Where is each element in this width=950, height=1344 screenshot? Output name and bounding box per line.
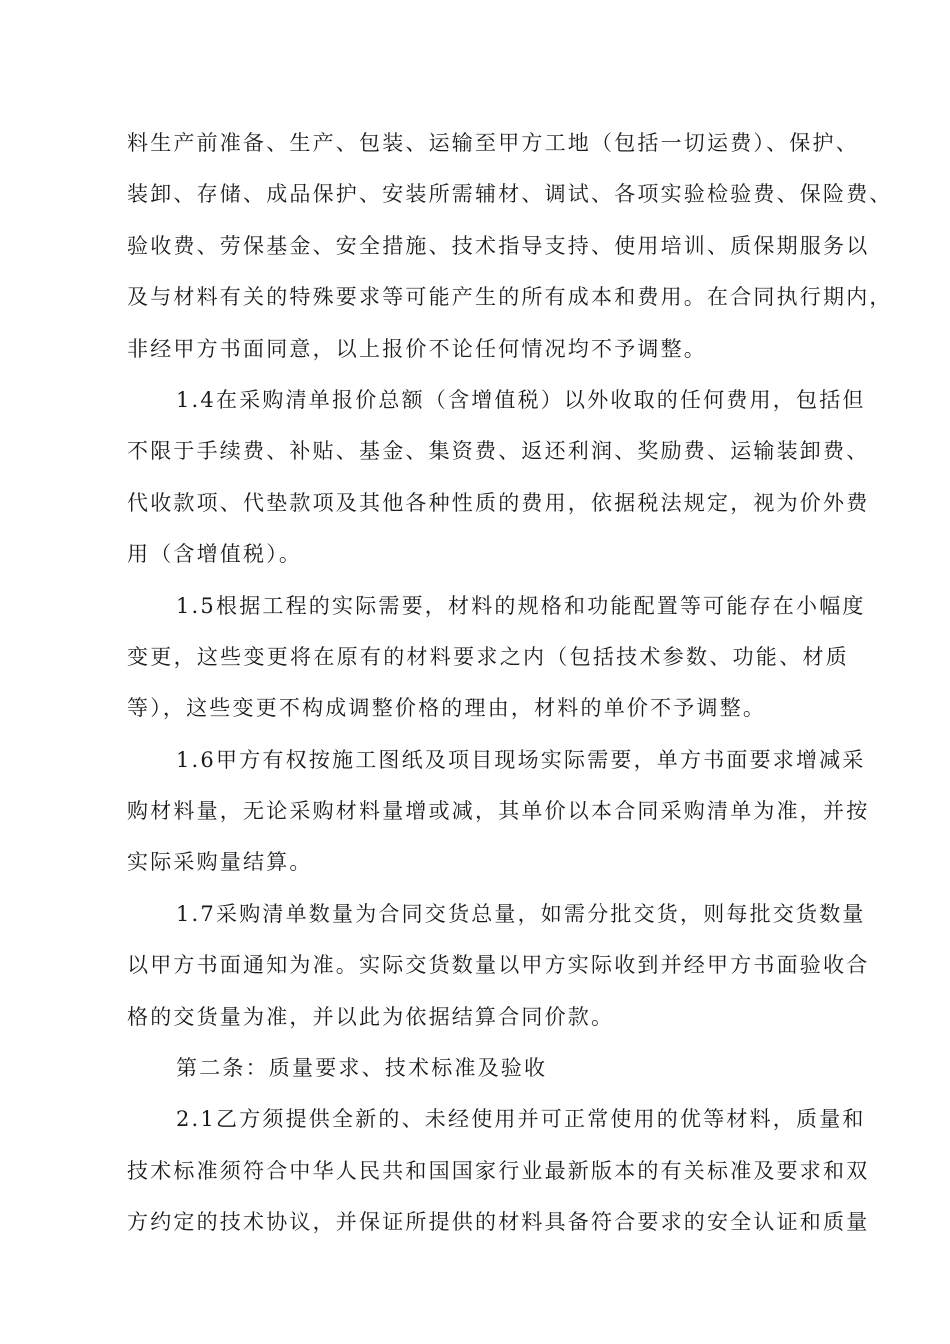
text-line: 及与材料有关的特殊要求等可能产生的所有成本和费用。在合同执行期内，: [127, 285, 893, 310]
document-body: [127, 131, 893, 1263]
text-line: 以甲方书面通知为准。实际交货数量以甲方实际收到并经甲方书面验收合: [127, 953, 870, 978]
text-line: 料生产前准备、生产、包装、运输至甲方工地（包括一切运费）、保护、: [127, 131, 859, 155]
text-line: 方约定的技术协议，并保证所提供的材料具备符合要求的安全认证和质量: [127, 1210, 870, 1235]
paragraph-clause-2-1: [127, 1107, 870, 1235]
text-line: 2.1乙方须提供全新的、未经使用并可正常使用的优等材料，质量和: [176, 1107, 866, 1132]
text-line: 1.6甲方有权按施工图纸及项目现场实际需要，单方书面要求增减采: [176, 747, 866, 772]
text-line: 技术标准须符合中华人民共和国国家行业最新版本的有关标准及要求和双: [127, 1158, 870, 1183]
text-line: 代收款项、代垫款项及其他各种性质的费用，依据税法规定，视为价外费: [127, 490, 870, 515]
paragraph-continued-cost-items: [127, 131, 893, 361]
text-line: 不限于手续费、补贴、基金、集资费、返还利润、奖励费、运输装卸费、: [127, 439, 870, 464]
text-line: 非经甲方书面同意，以上报价不论任何情况均不予调整。: [127, 336, 707, 361]
text-line: 1.7采购清单数量为合同交货总量，如需分批交货，则每批交货数量: [176, 901, 866, 926]
text-line: 装卸、存储、成品保护、安装所需辅材、调试、各项实验检验费、保险费、: [127, 182, 893, 207]
text-line: 等），这些变更不构成调整价格的理由，材料的单价不予调整。: [127, 696, 767, 721]
text-line: 验收费、劳保基金、安全措施、技术指导支持、使用培训、质保期服务以: [127, 233, 870, 258]
text-line: 1.5根据工程的实际需要，材料的规格和功能配置等可能存在小幅度: [176, 593, 866, 618]
section-heading-article-2: [127, 1057, 849, 1080]
section-heading: 第二条：质量要求、技术标准及验收: [176, 1056, 548, 1081]
paragraph-clause-1-5: [127, 593, 866, 721]
text-line: 实际采购量结算。: [127, 850, 313, 875]
text-line: 购材料量，无论采购材料量增或减，其单价以本合同采购清单为准，并按: [127, 799, 870, 824]
paragraph-clause-1-6: [127, 747, 870, 875]
text-line: 格的交货量为准，并以此为依据结算合同价款。: [127, 1004, 615, 1029]
paragraph-clause-1-4: [127, 387, 870, 567]
paragraph-clause-1-7: [127, 901, 870, 1029]
text-line: 1.4在采购清单报价总额（含增值税）以外收取的任何费用，包括但: [176, 387, 866, 412]
text-line: 用（含增值税）。: [127, 542, 303, 567]
text-line: 变更，这些变更将在原有的材料要求之内（包括技术参数、功能、材质: [127, 644, 849, 669]
